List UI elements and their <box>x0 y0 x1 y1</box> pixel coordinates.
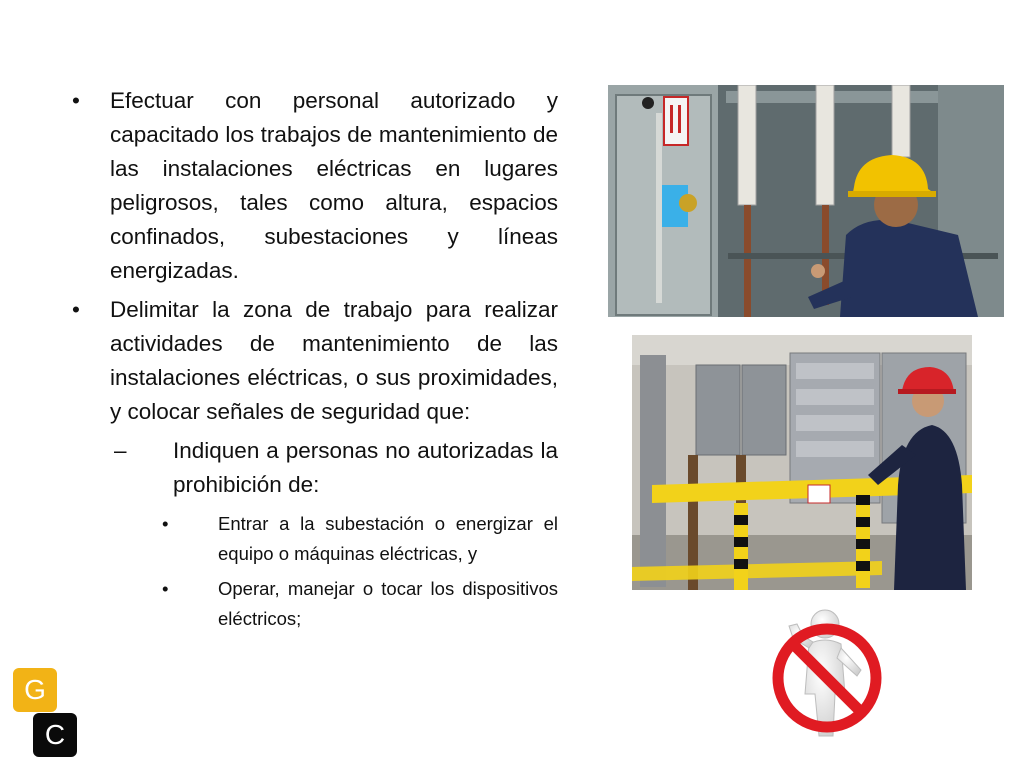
substation-worker-photo <box>608 85 1004 317</box>
sub-sub-bullet-text: Operar, manejar o tocar los dispositivos eléctricos; <box>218 578 558 629</box>
slide-content <box>62 84 558 639</box>
c-badge-button[interactable] <box>33 713 77 757</box>
sub-sub-bullet-item <box>62 509 558 568</box>
sub-sub-bullet-item <box>62 574 558 633</box>
bullet-item <box>62 84 558 288</box>
bullet-marker: • <box>72 88 80 113</box>
sub-bullet-item <box>62 434 558 502</box>
sub-bullet-text: Indiquen a personas no autorizadas la prohibición de: <box>173 438 558 497</box>
bullet-text: Delimitar la zona de trabajo para realizar actividades de mantenimiento de las instalaciones eléctricas, o sus proximidades, y colocar señales de seguridad que: <box>110 297 558 424</box>
bullet-text: Efectuar con personal autorizado y capacitado los trabajos de mantenimiento de las instalaciones eléctricas en lugares peligrosos, tales como altura, espacios confinados, subestaciones y líneas energizadas. <box>110 88 558 283</box>
bullet-marker: • <box>72 297 80 322</box>
caution-tape-worker-photo <box>632 335 972 590</box>
bullet-marker: • <box>162 513 169 534</box>
prohibition-sign-icon <box>765 608 891 742</box>
c-badge-label: C <box>44 719 66 750</box>
g-badge-button[interactable] <box>13 668 57 712</box>
bullet-item <box>62 293 558 429</box>
bullet-marker: • <box>162 578 169 599</box>
sub-sub-bullet-text: Entrar a la subestación o energizar el equipo o máquinas eléctricas, y <box>218 513 558 564</box>
dash-marker: – <box>114 438 127 463</box>
g-badge-label: G <box>24 674 46 705</box>
